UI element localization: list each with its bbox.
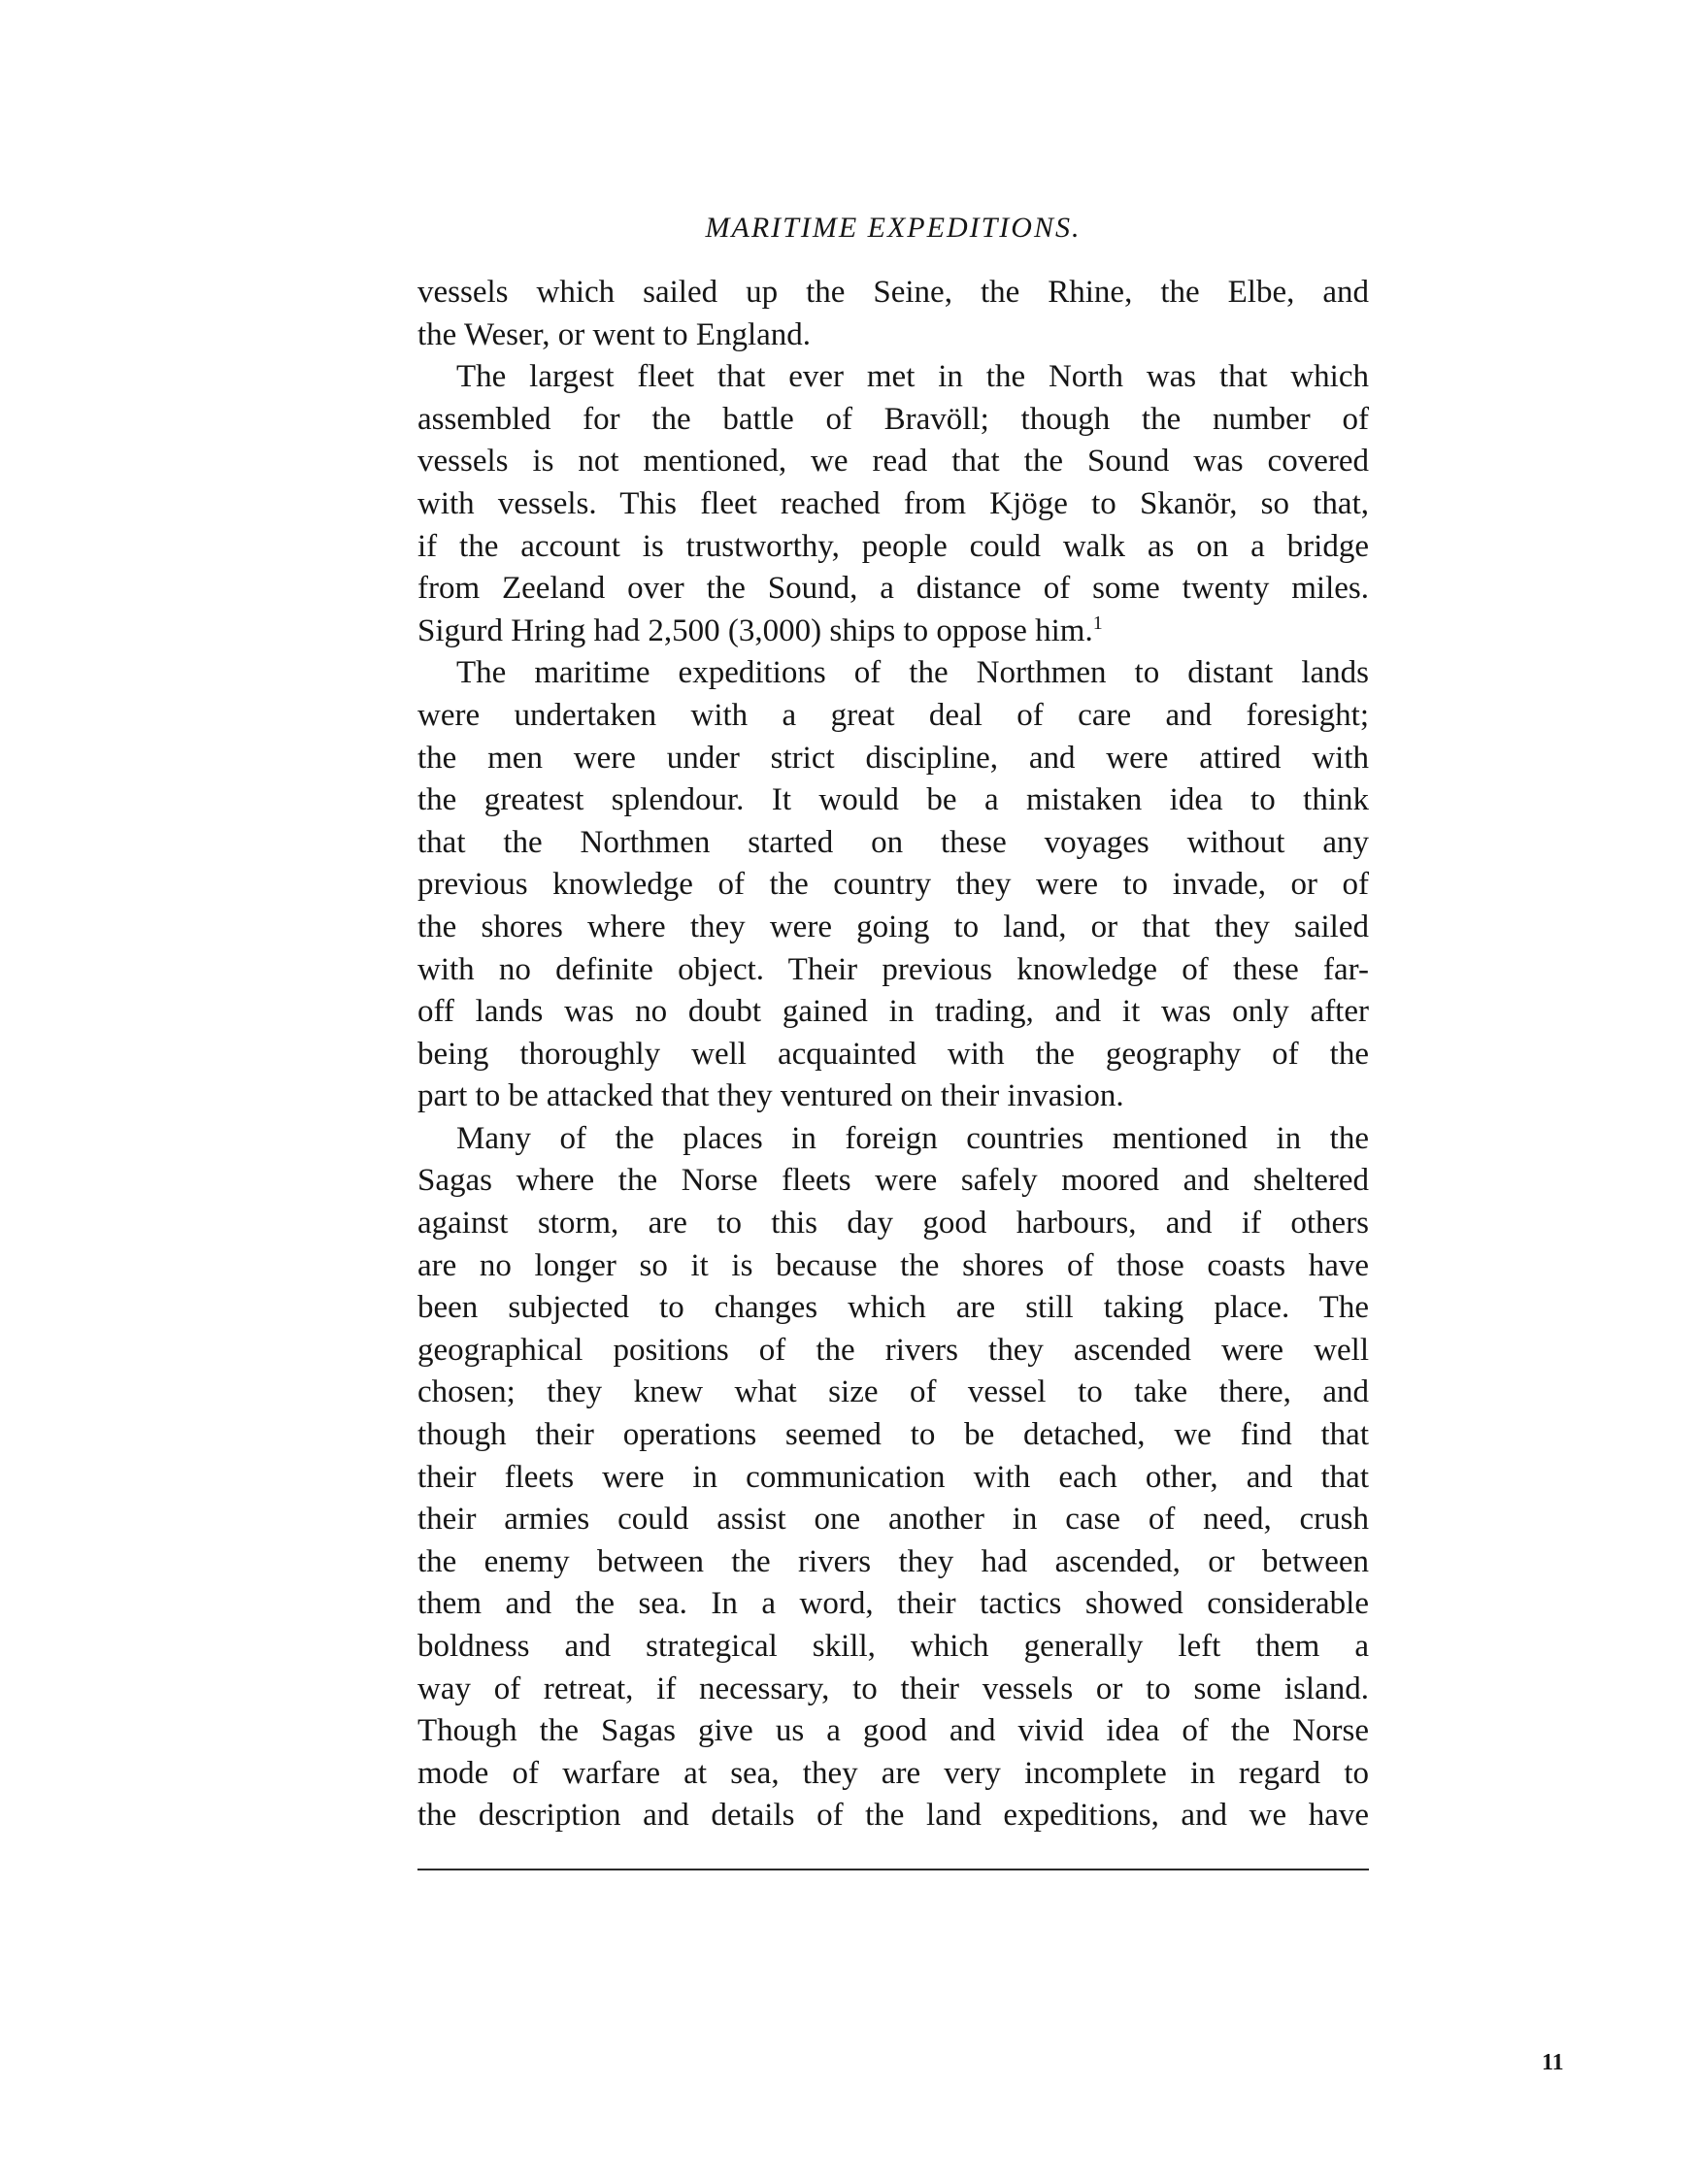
- text-line: the Weser, or went to England.: [417, 316, 812, 352]
- text-line: the men were under strict discipline, and were attired with: [417, 740, 1369, 776]
- text-line: with no definite object. Their previous knowledge of these far-: [417, 951, 1369, 987]
- text-line: them and the sea. In a word, their tactics showed considerable: [417, 1586, 1369, 1622]
- text-line: the enemy between the rivers they had ascended, or between: [417, 1543, 1369, 1579]
- text-line: Sagas where the Norse fleets were safely moored and sheltered: [417, 1163, 1369, 1199]
- text-line: way of retreat, if necessary, to their vessels or to some island.: [417, 1671, 1369, 1706]
- text-line: vessels is not mentioned, we read that the Sound was covered: [417, 444, 1369, 480]
- text-line: been subjected to changes which are still taking place. The: [417, 1290, 1369, 1326]
- text-line: previous knowledge of the country they were to invade, or of: [417, 867, 1369, 903]
- text-line: The maritime expeditions of the Northmen to distant lands: [456, 655, 1369, 691]
- text-line: boldness and strategical skill, which generally left them a: [417, 1629, 1369, 1664]
- running-head: MARITIME EXPEDITIONS.: [705, 212, 1082, 244]
- page-number: 11: [1542, 2050, 1564, 2075]
- text-line: vessels which sailed up the Seine, the Rhine, the Elbe, and: [417, 275, 1369, 310]
- text-line: geographical positions of the rivers they ascended were well: [417, 1332, 1369, 1368]
- text-line: Sigurd Hring had 2,500 (3,000) ships to oppose him.: [417, 612, 1093, 648]
- text-line: against storm, are to this day good harbours, and if others: [417, 1206, 1369, 1241]
- text-line: that the Northmen started on these voyages without any: [417, 824, 1369, 860]
- text-line: chosen; they knew what size of vessel to take there, and: [417, 1374, 1369, 1410]
- text-line: from Zeeland over the Sound, a distance of some twenty miles.: [417, 571, 1369, 607]
- text-line: assembled for the battle of Bravöll; though the number of: [417, 401, 1369, 437]
- text-line: were undertaken with a great deal of care and foresight;: [417, 697, 1369, 733]
- text-line: the greatest splendour. It would be a mistaken idea to think: [417, 782, 1369, 818]
- text-line: though their operations seemed to be detached, we find that: [417, 1417, 1369, 1453]
- text-line: being thoroughly well acquainted with the geography of the: [417, 1036, 1369, 1072]
- text-line: mode of warfare at sea, they are very incomplete in regard to: [417, 1755, 1369, 1791]
- text-line: part to be attacked that they ventured on their invasion.: [417, 1078, 1124, 1114]
- text-line: off lands was no doubt gained in trading, and it was only after: [417, 994, 1369, 1030]
- footnote-marker: 1: [1092, 612, 1103, 634]
- text-line: The largest fleet that ever met in the North was that which: [456, 359, 1369, 395]
- text-line-with-footnote: [417, 611, 1369, 653]
- footnote-rule: [417, 1869, 1369, 1870]
- text-line: are no longer so it is because the shores of those coasts have: [417, 1247, 1369, 1283]
- text-line: the description and details of the land expeditions, and we have: [417, 1798, 1369, 1834]
- text-line: their fleets were in communication with each other, and that: [417, 1459, 1369, 1495]
- text-line: their armies could assist one another in case of need, crush: [417, 1502, 1369, 1538]
- text-line: Though the Sagas give us a good and vivid idea of the Norse: [417, 1713, 1369, 1749]
- text-line: if the account is trustworthy, people could walk as on a bridge: [417, 528, 1369, 564]
- body-text: [417, 272, 1369, 1837]
- text-line: the shores where they were going to land, or that they sailed: [417, 909, 1369, 944]
- text-line: Many of the places in foreign countries mentioned in the: [456, 1120, 1369, 1156]
- text-line: with vessels. This fleet reached from Kjöge to Skanör, so that,: [417, 485, 1369, 521]
